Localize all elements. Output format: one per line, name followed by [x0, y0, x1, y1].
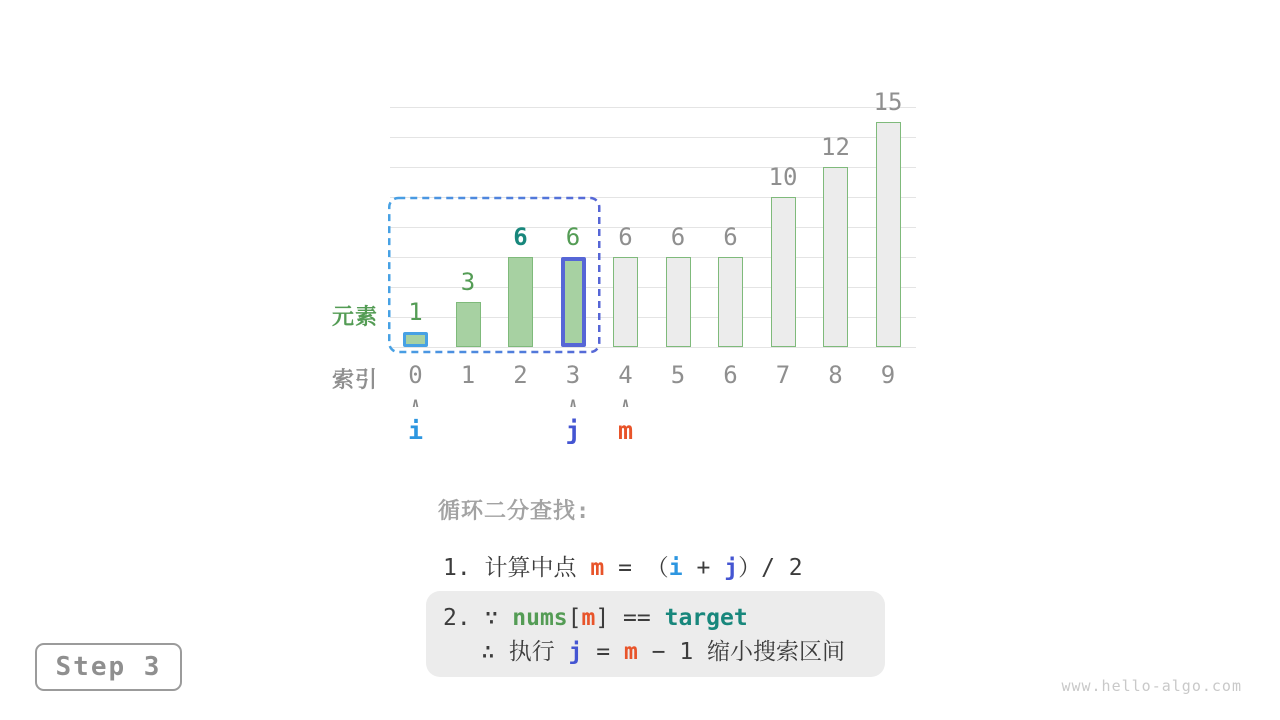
bar-index-9 [876, 122, 901, 347]
text-segment: − 1 缩小搜索区间 [637, 639, 846, 665]
pointer-label-j: j [565, 416, 581, 445]
value-label-4: 6 [618, 223, 633, 251]
index-label-7: 7 [775, 361, 791, 389]
text-segment: [ [567, 605, 582, 631]
annotation-step-2-box [426, 591, 885, 677]
index-label-5: 5 [670, 361, 686, 389]
bar-index-4 [613, 257, 638, 347]
text-segment: = （ [604, 555, 669, 581]
text-segment: i [668, 555, 683, 581]
value-label-0: 1 [408, 298, 423, 326]
bar-index-0 [403, 332, 428, 347]
step-badge-label: Step 3 [55, 652, 162, 682]
index-label-0: 0 [408, 361, 423, 389]
pointer-label-m: m [617, 416, 634, 445]
text-segment: 2. ∵ [443, 605, 513, 631]
index-label-2: 2 [513, 361, 528, 389]
text-segment: ）/ 2 [738, 555, 803, 581]
x-axis-line [390, 347, 916, 348]
index-axis-label: 索引 [332, 368, 379, 393]
annotation-step-1 [443, 549, 803, 582]
text-segment: m [590, 555, 605, 581]
value-label-9: 15 [873, 88, 903, 116]
index-label-8: 8 [828, 361, 843, 389]
pointer-label-i: i [407, 416, 424, 445]
text-segment: m [581, 605, 596, 631]
index-label-9: 9 [880, 361, 896, 389]
watermark: www.hello-algo.com [1061, 677, 1242, 695]
value-label-7: 10 [768, 163, 798, 191]
element-axis-label: 元素 [332, 305, 379, 330]
value-label-3: 6 [565, 223, 581, 251]
bar-index-8 [823, 167, 848, 347]
text-segment: m [623, 639, 638, 665]
pointer-caret-i: ∧ [411, 396, 420, 411]
index-label-1: 1 [460, 361, 476, 389]
text-segment: = [582, 639, 624, 665]
value-label-8: 12 [821, 133, 850, 161]
annotation-title: 循环二分查找: [438, 499, 591, 524]
text-segment: 1. 计算中点 [443, 555, 591, 581]
step-badge [35, 643, 182, 691]
value-label-1: 3 [460, 268, 476, 296]
pointer-caret-m: ∧ [621, 396, 630, 411]
pointer-caret-j: ∧ [569, 396, 577, 411]
text-segment: j [724, 555, 739, 581]
index-label-4: 4 [618, 361, 633, 389]
text-segment: ] == [595, 605, 665, 631]
bar-index-2 [508, 257, 533, 347]
text-segment: target [664, 605, 748, 631]
text-segment: ∴ 执行 [481, 639, 569, 665]
index-label-3: 3 [565, 361, 581, 389]
value-label-2: 6 [513, 223, 528, 251]
bar-index-1 [456, 302, 481, 347]
gridline [390, 107, 916, 108]
text-segment: j [568, 639, 583, 665]
value-label-6: 6 [723, 223, 738, 251]
annotation-step-2-premise [443, 601, 885, 635]
annotation-step-2-conclusion [443, 635, 885, 669]
index-label-6: 6 [723, 361, 738, 389]
bar-index-6 [718, 257, 743, 347]
text-segment: + [682, 555, 725, 581]
bar-index-3 [561, 257, 586, 347]
text-segment: nums [512, 605, 568, 631]
bar-index-5 [666, 257, 691, 347]
value-label-5: 6 [670, 223, 686, 251]
bar-index-7 [771, 197, 796, 347]
